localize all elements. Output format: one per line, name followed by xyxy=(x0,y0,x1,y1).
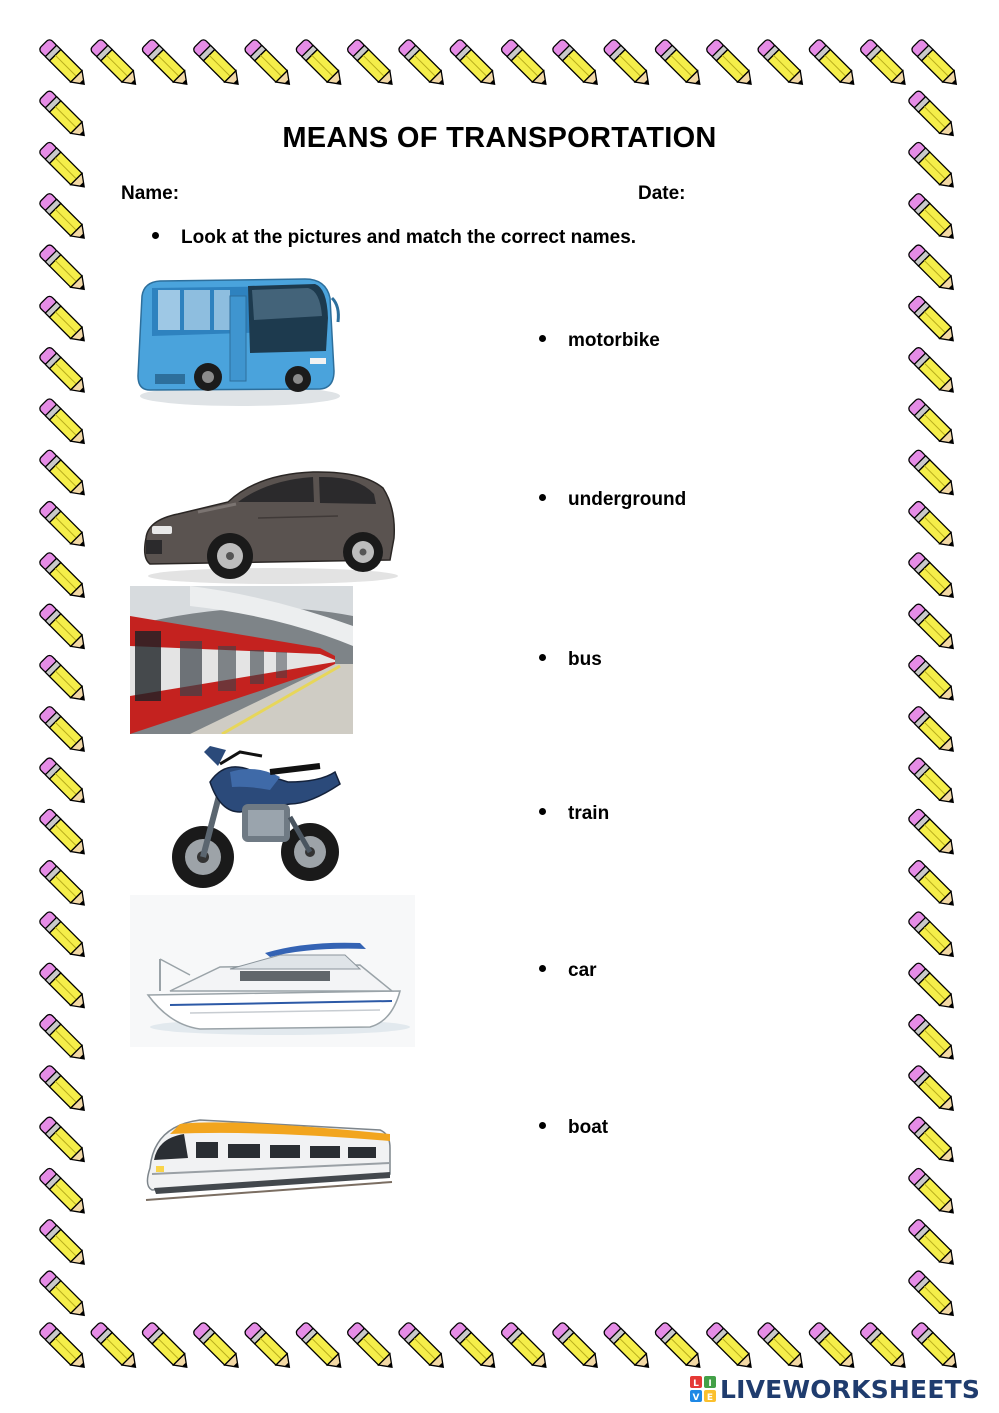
pencil-icon xyxy=(500,38,552,90)
pencil-icon xyxy=(243,1321,295,1373)
pencil-icon xyxy=(38,1064,90,1116)
pencil-icon xyxy=(38,910,90,962)
word-item[interactable] xyxy=(539,649,602,671)
pencil-icon xyxy=(38,705,90,757)
pencil-icon xyxy=(38,1321,90,1373)
word-label: car xyxy=(568,960,597,981)
word-item[interactable] xyxy=(539,960,597,982)
pencil-icon xyxy=(141,38,193,90)
pencil-icon xyxy=(907,654,959,706)
word-label: boat xyxy=(568,1117,609,1138)
pencil-icon xyxy=(38,808,90,860)
pencil-icon xyxy=(38,243,90,295)
pencil-icon xyxy=(907,192,959,244)
pencil-icon xyxy=(654,38,706,90)
pencil-icon xyxy=(141,1321,193,1373)
pencil-icon xyxy=(907,295,959,347)
pencil-icon xyxy=(192,1321,244,1373)
pencil-icon xyxy=(192,38,244,90)
pencil-icon xyxy=(907,1167,959,1219)
pencil-icon xyxy=(38,192,90,244)
pencil-icon xyxy=(90,38,142,90)
pencil-icon xyxy=(38,859,90,911)
pencil-icon xyxy=(90,1321,142,1373)
date-label: Date: xyxy=(638,183,686,204)
pencil-icon xyxy=(654,1321,706,1373)
pencil-icon xyxy=(38,1167,90,1219)
liveworksheets-logo-icon xyxy=(690,1376,716,1402)
pencil-icon xyxy=(907,551,959,603)
word-label: bus xyxy=(568,649,602,670)
pencil-icon xyxy=(705,38,757,90)
logo-letter: V xyxy=(692,1393,700,1402)
pencil-icon xyxy=(449,1321,501,1373)
pencil-icon xyxy=(907,1064,959,1116)
pencil-icon xyxy=(38,1013,90,1065)
pencil-icon xyxy=(910,1321,962,1373)
bullet-icon xyxy=(539,494,546,501)
pencil-icon xyxy=(907,397,959,449)
pencil-icon xyxy=(38,551,90,603)
bullet-icon xyxy=(539,335,546,342)
liveworksheets-logo[interactable] xyxy=(690,1374,980,1404)
bullet-icon xyxy=(539,965,546,972)
pencil-icon xyxy=(295,38,347,90)
pencil-icon xyxy=(38,346,90,398)
pencil-icon xyxy=(808,38,860,90)
bullet-icon xyxy=(539,808,546,815)
pencil-icon xyxy=(346,1321,398,1373)
pencil-icon xyxy=(551,1321,603,1373)
pencil-icon xyxy=(38,38,90,90)
pencil-icon xyxy=(38,1116,90,1168)
pencil-icon xyxy=(449,38,501,90)
pencil-icon xyxy=(705,1321,757,1373)
pencil-icon xyxy=(907,962,959,1014)
logo-letter: I xyxy=(708,1379,712,1389)
pencil-icon xyxy=(907,1013,959,1065)
pencil-icon xyxy=(243,38,295,90)
train-image[interactable] xyxy=(140,1108,395,1206)
word-item[interactable] xyxy=(539,803,609,825)
pencil-icon xyxy=(551,38,603,90)
pencil-icon xyxy=(907,756,959,808)
pencil-icon xyxy=(907,603,959,655)
pencil-icon xyxy=(907,1218,959,1270)
instruction xyxy=(152,227,636,249)
pencil-icon xyxy=(38,397,90,449)
car-image[interactable] xyxy=(138,468,400,586)
pencil-icon xyxy=(38,654,90,706)
word-label: underground xyxy=(568,489,687,510)
pencil-icon xyxy=(907,910,959,962)
pencil-icon xyxy=(603,1321,655,1373)
bullet-icon xyxy=(539,1122,546,1129)
pencil-icon xyxy=(38,603,90,655)
logo-letter: L xyxy=(693,1379,699,1389)
liveworksheets-logo-text: LIVEWORKSHEETS xyxy=(720,1374,981,1404)
pencil-icon xyxy=(397,38,449,90)
motorbike-image[interactable] xyxy=(170,742,345,894)
pencil-icon xyxy=(38,756,90,808)
pencil-icon xyxy=(756,1321,808,1373)
pencil-icon xyxy=(859,1321,911,1373)
pencil-icon xyxy=(38,295,90,347)
name-label: Name: xyxy=(121,183,180,204)
logo-letter: E xyxy=(706,1393,714,1402)
pencil-icon xyxy=(756,38,808,90)
page-title: MEANS OF TRANSPORTATION xyxy=(282,122,717,154)
pencil-icon xyxy=(295,1321,347,1373)
word-item[interactable] xyxy=(539,489,686,511)
pencil-icon xyxy=(907,808,959,860)
pencil-icon xyxy=(910,38,962,90)
word-label: train xyxy=(568,803,610,824)
underground-image[interactable] xyxy=(130,586,353,734)
pencil-icon xyxy=(346,38,398,90)
pencil-icon xyxy=(500,1321,552,1373)
pencil-icon xyxy=(38,1218,90,1270)
pencil-icon xyxy=(38,1269,90,1321)
boat-image[interactable] xyxy=(130,895,415,1047)
bullet-icon xyxy=(539,654,546,661)
pencil-icon xyxy=(907,705,959,757)
bullet-icon xyxy=(152,232,159,239)
pencil-icon xyxy=(38,962,90,1014)
pencil-icon xyxy=(38,500,90,552)
word-item[interactable] xyxy=(539,330,660,352)
pencil-icon xyxy=(907,449,959,501)
pencil-icon xyxy=(907,1269,959,1321)
pencil-icon xyxy=(603,38,655,90)
pencil-icon xyxy=(859,38,911,90)
pencil-icon xyxy=(907,1116,959,1168)
word-label: motorbike xyxy=(568,330,660,351)
bus-image[interactable] xyxy=(130,276,345,411)
pencil-icon xyxy=(907,243,959,295)
instruction-text: Look at the pictures and match the correct names. xyxy=(181,227,637,248)
pencil-icon xyxy=(397,1321,449,1373)
pencil-icon xyxy=(907,346,959,398)
pencil-icon xyxy=(907,500,959,552)
pencil-icon xyxy=(907,859,959,911)
pencil-icon xyxy=(808,1321,860,1373)
word-item[interactable] xyxy=(539,1117,608,1139)
pencil-icon xyxy=(38,449,90,501)
